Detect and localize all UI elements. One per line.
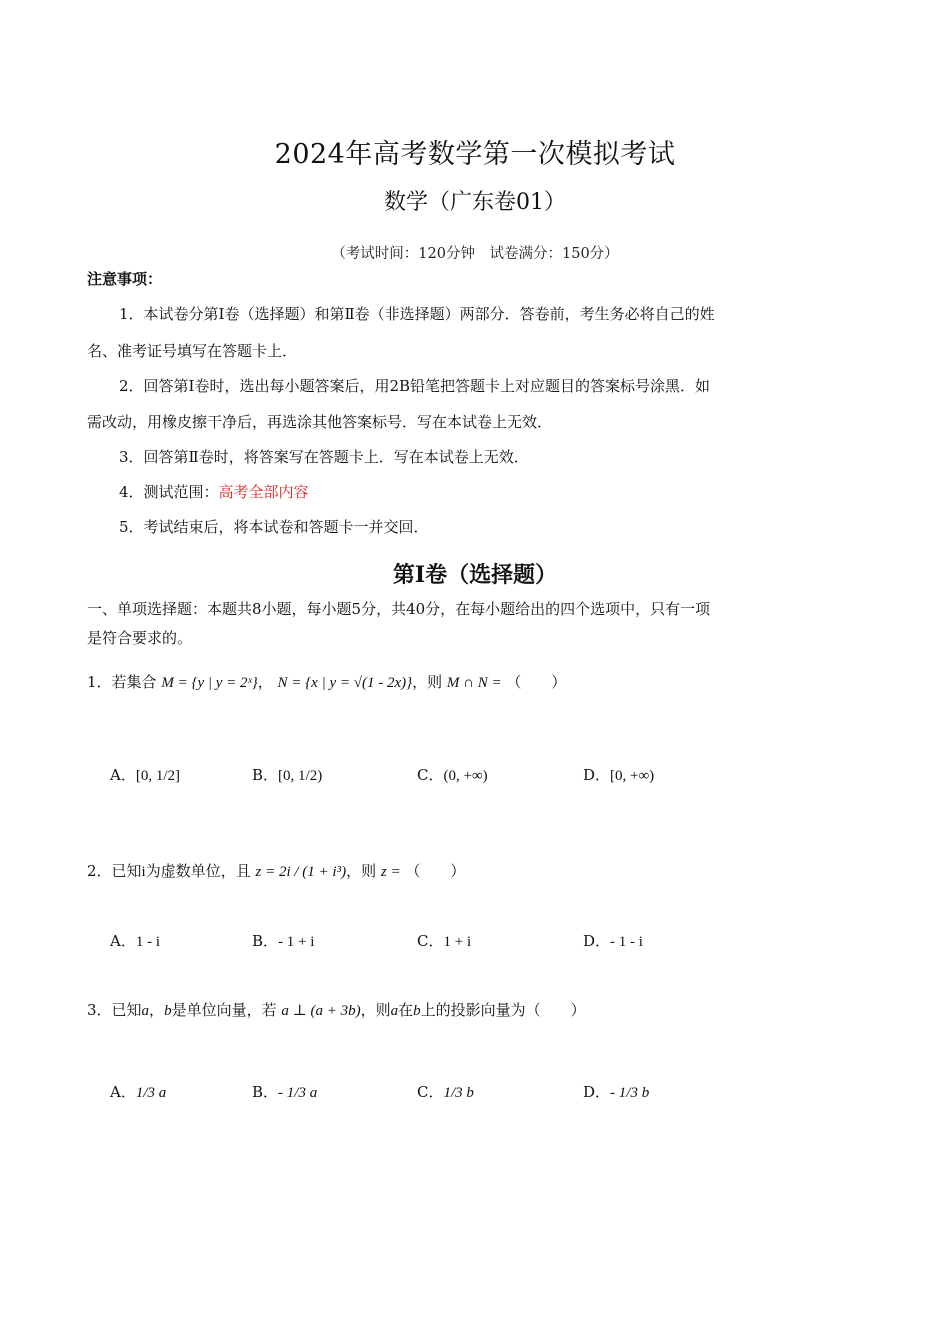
q3-middle: 是单位向量，若 bbox=[171, 1001, 277, 1019]
page-subtitle: 数学（广东卷01） bbox=[384, 190, 566, 215]
q2-option-d-value: - 1 - i bbox=[610, 934, 643, 950]
q2-option-a-label: A． bbox=[110, 932, 136, 950]
q2-option-b-label: B． bbox=[252, 932, 279, 950]
q1-option-b bbox=[252, 764, 322, 785]
section-title: 第Ⅰ卷（选择题） bbox=[392, 562, 558, 588]
q3-option-c-label: C． bbox=[417, 1083, 444, 1101]
note-5: 5．考试结束后，将本试卷和答题卡一并交回． bbox=[119, 518, 429, 536]
section-intro-line-2: 是符合要求的。 bbox=[87, 629, 193, 647]
q3-prefix: 3．已知 bbox=[87, 1001, 142, 1019]
q3-option-b-value: - 1/3 a bbox=[278, 1085, 318, 1101]
q1-option-d-value: [0, +∞) bbox=[610, 768, 655, 784]
exam-info: （考试时间：120分钟 试卷满分：150分） bbox=[331, 246, 619, 262]
q3-option-b-label: B． bbox=[252, 1083, 279, 1101]
q3-vector-b-2: b bbox=[413, 1003, 421, 1019]
q1-option-a bbox=[110, 764, 180, 785]
q3-option-a-value: 1/3 a bbox=[135, 1085, 167, 1101]
q1-separator: ， bbox=[257, 673, 273, 691]
q3-condition: a ⊥ (a + 3b) bbox=[281, 1003, 361, 1019]
q2-middle: 为虚数单位，且 bbox=[145, 862, 251, 880]
q2-option-b bbox=[252, 930, 314, 951]
q1-then: ，则 bbox=[412, 673, 443, 691]
q3-vector-a-2: a bbox=[390, 1003, 399, 1019]
note-4-label: 4．测试范围： bbox=[119, 483, 219, 501]
q3-comma: ， bbox=[149, 1001, 165, 1019]
q2-option-c bbox=[417, 930, 471, 951]
q3-option-d-label: D． bbox=[583, 1083, 611, 1101]
q3-then: ，则 bbox=[360, 1001, 391, 1019]
note-1-line-2: 名、准考证号填写在答题卡上． bbox=[87, 342, 298, 360]
note-1-line-1: 1．本试卷分第Ⅰ卷（选择题）和第Ⅱ卷（非选择题）两部分．答卷前，考生务必将自己的姓 bbox=[119, 305, 715, 323]
q2-option-d-label: D． bbox=[583, 932, 611, 950]
page-title: 2024年高考数学第一次模拟考试 bbox=[274, 139, 676, 170]
q3-vector-b: b bbox=[164, 1003, 172, 1019]
q3-option-b bbox=[252, 1081, 317, 1102]
q2-ask: z = bbox=[380, 864, 401, 880]
q2-imaginary-unit: i bbox=[141, 864, 146, 880]
question-1 bbox=[87, 671, 566, 692]
q1-paren: （ ） bbox=[506, 673, 567, 691]
q2-then: ，则 bbox=[346, 862, 377, 880]
q3-option-d bbox=[583, 1081, 649, 1102]
q3-option-a bbox=[110, 1081, 166, 1102]
q3-option-c-value: 1/3 b bbox=[443, 1085, 474, 1101]
q3-option-c bbox=[417, 1081, 474, 1102]
q1-option-b-value: [0, 1/2) bbox=[278, 768, 323, 784]
q1-option-d bbox=[583, 764, 654, 785]
question-3 bbox=[87, 999, 586, 1020]
q1-set-m: M = {y | y = 2ˣ} bbox=[161, 675, 258, 691]
q3-option-a-label: A． bbox=[110, 1083, 136, 1101]
q1-prefix: 1．若集合 bbox=[87, 673, 157, 691]
q1-option-a-value: [0, 1/2] bbox=[135, 768, 181, 784]
note-2-line-1: 2．回答第Ⅰ卷时，选出每小题答案后，用2B铅笔把答题卡上对应题目的答案标号涂黑．如 bbox=[119, 377, 711, 395]
note-4 bbox=[119, 481, 309, 502]
q2-option-b-value: - 1 + i bbox=[278, 934, 315, 950]
q2-option-d bbox=[583, 930, 643, 951]
q1-set-n: N = {x | y = √(1 - 2x)} bbox=[277, 675, 413, 691]
q2-option-c-label: C． bbox=[417, 932, 444, 950]
note-4-value: 高考全部内容 bbox=[218, 483, 309, 501]
q1-option-a-label: A． bbox=[110, 766, 136, 784]
q2-paren: （ ） bbox=[405, 862, 466, 880]
notes-heading: 注意事项： bbox=[87, 270, 163, 288]
q1-expression: M ∩ N = bbox=[446, 675, 502, 691]
q2-option-c-value: 1 + i bbox=[443, 934, 472, 950]
q2-prefix: 2．已知 bbox=[87, 862, 142, 880]
q3-option-d-value: - 1/3 b bbox=[610, 1085, 650, 1101]
q2-equation: z = 2i / (1 + i³) bbox=[255, 864, 347, 880]
question-2 bbox=[87, 860, 465, 881]
q2-option-a-value: 1 - i bbox=[135, 934, 161, 950]
q1-option-c-label: C． bbox=[417, 766, 444, 784]
section-intro-line-1: 一、单项选择题：本题共8小题，每小题5分，共40分，在每小题给出的四个选项中，只有一项 bbox=[87, 600, 711, 618]
q1-option-d-label: D． bbox=[583, 766, 611, 784]
note-3: 3．回答第Ⅱ卷时，将答案写在答题卡上．写在本试卷上无效． bbox=[119, 448, 529, 466]
q3-tail: 上的投影向量为（ ） bbox=[420, 1001, 586, 1019]
note-2-line-2: 需改动，用橡皮擦干净后，再选涂其他答案标号．写在本试卷上无效． bbox=[87, 413, 553, 431]
q1-option-b-label: B． bbox=[252, 766, 279, 784]
q3-in: 在 bbox=[398, 1001, 414, 1019]
q1-option-c-value: (0, +∞) bbox=[443, 768, 488, 784]
q2-option-a bbox=[110, 930, 160, 951]
q3-vector-a: a bbox=[141, 1003, 150, 1019]
q1-option-c bbox=[417, 764, 488, 785]
